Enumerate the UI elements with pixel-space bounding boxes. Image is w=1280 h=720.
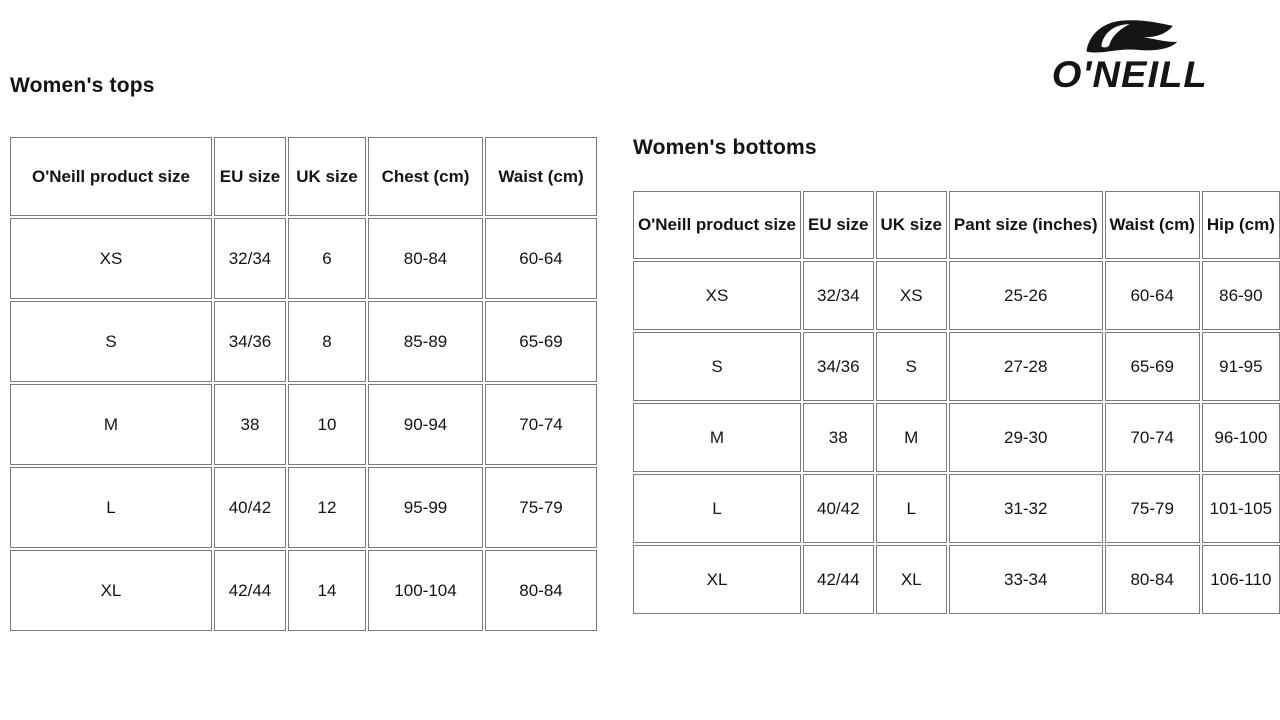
table-row (10, 550, 597, 631)
table-cell: 86-90 (1202, 261, 1280, 330)
table-cell: 29-30 (949, 403, 1103, 472)
table-cell: 85-89 (368, 301, 483, 382)
table-cell: XL (876, 545, 947, 614)
oneill-wave-icon (1082, 16, 1179, 57)
table-cell: 42/44 (214, 550, 286, 631)
bottoms-section-title: Women's bottoms (633, 136, 817, 159)
table-cell: L (10, 467, 212, 548)
table-cell: 96-100 (1202, 403, 1280, 472)
table-cell: 101-105 (1202, 474, 1280, 543)
column-header: Chest (cm) (368, 137, 483, 216)
table-cell: 42/44 (803, 545, 873, 614)
table-row (633, 261, 1280, 330)
table-cell: 100-104 (368, 550, 483, 631)
table-row (633, 332, 1280, 401)
tops-section-title: Women's tops (10, 74, 155, 97)
table-header-row (633, 191, 1280, 259)
table-cell: M (633, 403, 801, 472)
table-cell: 75-79 (485, 467, 597, 548)
column-header: UK size (288, 137, 366, 216)
table-cell: 32/34 (214, 218, 286, 299)
column-header: Waist (cm) (1105, 191, 1200, 259)
table-cell: 70-74 (485, 384, 597, 465)
oneill-wordmark: O'NEILL (1051, 54, 1209, 95)
table-cell: 106-110 (1202, 545, 1280, 614)
table-cell: XL (10, 550, 212, 631)
table-row (10, 467, 597, 548)
table-cell: S (876, 332, 947, 401)
table-cell: 90-94 (368, 384, 483, 465)
table-row (633, 545, 1280, 614)
womens-tops-table (8, 135, 599, 633)
table-row (633, 403, 1280, 472)
table-cell: XL (633, 545, 801, 614)
table-cell: 34/36 (803, 332, 873, 401)
column-header: Waist (cm) (485, 137, 597, 216)
table-row (10, 301, 597, 382)
table-cell: S (633, 332, 801, 401)
table-cell: 38 (803, 403, 873, 472)
table-cell: XS (633, 261, 801, 330)
column-header: Pant size (inches) (949, 191, 1103, 259)
table-cell: L (633, 474, 801, 543)
table-cell: 95-99 (368, 467, 483, 548)
table-cell: L (876, 474, 947, 543)
table-cell: 33-34 (949, 545, 1103, 614)
column-header: Hip (cm) (1202, 191, 1280, 259)
table-cell: S (10, 301, 212, 382)
table-cell: 80-84 (485, 550, 597, 631)
column-header: O'Neill product size (633, 191, 801, 259)
table-cell: 91-95 (1202, 332, 1280, 401)
womens-bottoms-table (631, 189, 1280, 616)
table-cell: M (10, 384, 212, 465)
table-cell: 40/42 (214, 467, 286, 548)
table-cell: 60-64 (485, 218, 597, 299)
table-cell: 31-32 (949, 474, 1103, 543)
column-header: UK size (876, 191, 947, 259)
table-cell: 65-69 (1105, 332, 1200, 401)
table-row (10, 384, 597, 465)
table-cell: 80-84 (1105, 545, 1200, 614)
table-cell: 8 (288, 301, 366, 382)
table-cell: 32/34 (803, 261, 873, 330)
table-cell: 12 (288, 467, 366, 548)
table-cell: 70-74 (1105, 403, 1200, 472)
table-row (633, 474, 1280, 543)
column-header: EU size (214, 137, 286, 216)
table-cell: 40/42 (803, 474, 873, 543)
table-cell: 38 (214, 384, 286, 465)
table-cell: 27-28 (949, 332, 1103, 401)
table-cell: 75-79 (1105, 474, 1200, 543)
table-cell: 80-84 (368, 218, 483, 299)
column-header: O'Neill product size (10, 137, 212, 216)
oneill-logo (1030, 16, 1230, 100)
table-row (10, 218, 597, 299)
table-cell: 65-69 (485, 301, 597, 382)
table-cell: 25-26 (949, 261, 1103, 330)
column-header: EU size (803, 191, 873, 259)
table-cell: 14 (288, 550, 366, 631)
table-cell: 10 (288, 384, 366, 465)
table-cell: 34/36 (214, 301, 286, 382)
table-cell: XS (876, 261, 947, 330)
table-cell: 6 (288, 218, 366, 299)
table-cell: XS (10, 218, 212, 299)
table-cell: 60-64 (1105, 261, 1200, 330)
table-cell: M (876, 403, 947, 472)
table-header-row (10, 137, 597, 216)
